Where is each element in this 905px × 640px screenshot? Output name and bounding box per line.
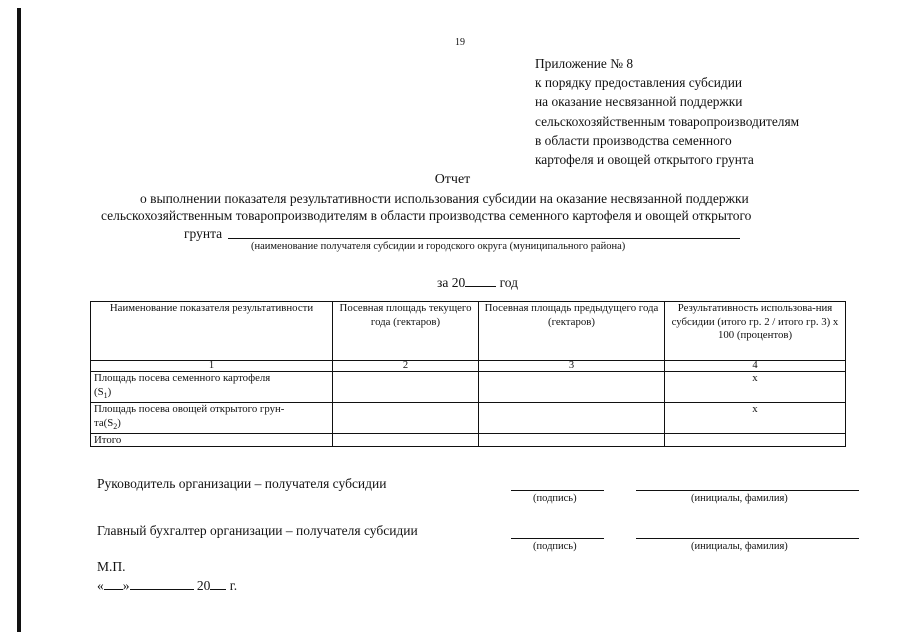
current-area-cell[interactable] bbox=[333, 403, 479, 434]
column-number: 3 bbox=[479, 361, 665, 372]
signature-caption: (подпись) bbox=[533, 541, 577, 552]
date-year-prefix: 20 bbox=[196, 578, 211, 593]
table-row bbox=[91, 372, 846, 403]
report-subtitle-line-2: сельскохозяйственным товаропроизводителям в области производства семенного картофеля и овощей открытого bbox=[101, 208, 752, 223]
year-blank-footer[interactable] bbox=[210, 577, 226, 590]
date-close-quote: » bbox=[122, 578, 130, 593]
report-table bbox=[90, 301, 846, 447]
date-suffix: г. bbox=[229, 578, 238, 593]
row-name-text: Площадь посева овощей открытого грун- bbox=[94, 403, 285, 416]
result-cell: х bbox=[665, 403, 846, 434]
signature-caption: (подпись) bbox=[533, 493, 577, 504]
row-name-end: ) bbox=[107, 385, 112, 398]
page-number: 19 bbox=[455, 37, 465, 48]
current-area-total-cell[interactable] bbox=[333, 434, 479, 447]
report-year bbox=[437, 273, 518, 291]
recipient-name-blank[interactable] bbox=[228, 238, 740, 239]
row-name-subscript: 2 bbox=[113, 421, 118, 431]
annex-line: к порядку предоставления субсидии bbox=[535, 75, 743, 91]
current-area-cell[interactable] bbox=[333, 372, 479, 403]
result-total-cell[interactable] bbox=[665, 434, 846, 447]
column-number: 2 bbox=[333, 361, 479, 372]
year-suffix: год bbox=[499, 275, 519, 290]
table-header-row bbox=[91, 302, 846, 361]
table-row bbox=[91, 403, 846, 434]
previous-area-cell[interactable] bbox=[479, 372, 665, 403]
recipient-caption: (наименование получателя субсидии и городского округа (муниципального района) bbox=[251, 241, 626, 252]
column-header: Посевная площадь предыдущего года (гектаров) bbox=[479, 302, 665, 361]
column-header: Посевная площадь текущего года (гектаров) bbox=[333, 302, 479, 361]
column-header: Наименование показателя результативности bbox=[91, 302, 333, 361]
row-name-cont: та(S bbox=[94, 416, 114, 429]
row-name-text: Площадь посева семенного картофеля bbox=[94, 372, 271, 384]
name-caption: (инициалы, фамилия) bbox=[691, 541, 788, 552]
row-name: Итого bbox=[91, 434, 333, 447]
column-number-row bbox=[91, 361, 846, 372]
accountant-name-line[interactable] bbox=[636, 538, 859, 539]
head-signature-label: Руководитель организации – получателя субсидии bbox=[97, 476, 387, 491]
report-title: Отчет bbox=[434, 172, 471, 187]
annex-line: Приложение № 8 bbox=[535, 56, 634, 71]
name-caption: (инициалы, фамилия) bbox=[691, 493, 788, 504]
annex-line: картофеля и овощей открытого грунта bbox=[535, 152, 754, 168]
year-prefix: за 20 bbox=[437, 275, 466, 290]
head-name-line[interactable] bbox=[636, 490, 859, 491]
report-subtitle-line-1: о выполнении показателя результативности использования субсидии на оказание несвязанной поддержки bbox=[140, 191, 749, 206]
date-open-quote: « bbox=[97, 578, 104, 593]
annex-line: сельскохозяйственным товаропроизводителям bbox=[535, 113, 800, 129]
previous-area-cell[interactable] bbox=[479, 403, 665, 434]
month-blank[interactable] bbox=[130, 577, 194, 590]
annex-line: в области производства семенного bbox=[535, 132, 732, 148]
row-name bbox=[91, 403, 333, 434]
year-blank[interactable] bbox=[465, 273, 496, 287]
day-blank[interactable] bbox=[104, 577, 123, 590]
date-line bbox=[97, 577, 237, 594]
stamp-place: М.П. bbox=[97, 559, 126, 574]
column-header: Результативность использова-ния субсидии (итого гр. 2 / итого гр. 3) х 100 (процентов) bbox=[665, 302, 846, 361]
head-signature-line[interactable] bbox=[511, 490, 604, 491]
table-row-total bbox=[91, 434, 846, 447]
row-name-cont: (S bbox=[94, 385, 104, 398]
annex-header bbox=[535, 54, 799, 169]
previous-area-total-cell[interactable] bbox=[479, 434, 665, 447]
result-cell: х bbox=[665, 372, 846, 403]
annex-line: на оказание несвязанной поддержки bbox=[535, 94, 743, 110]
row-name bbox=[91, 372, 333, 403]
report-subtitle-line-3: грунта bbox=[184, 226, 223, 241]
accountant-signature-label: Главный бухгалтер организации – получателя субсидии bbox=[97, 523, 418, 538]
accountant-signature-line[interactable] bbox=[511, 538, 604, 539]
row-name-end: ) bbox=[117, 416, 121, 429]
column-number: 4 bbox=[665, 361, 846, 372]
column-number: 1 bbox=[91, 361, 333, 372]
row-name-subscript: 1 bbox=[103, 390, 108, 400]
page-edge-bar bbox=[17, 8, 21, 632]
